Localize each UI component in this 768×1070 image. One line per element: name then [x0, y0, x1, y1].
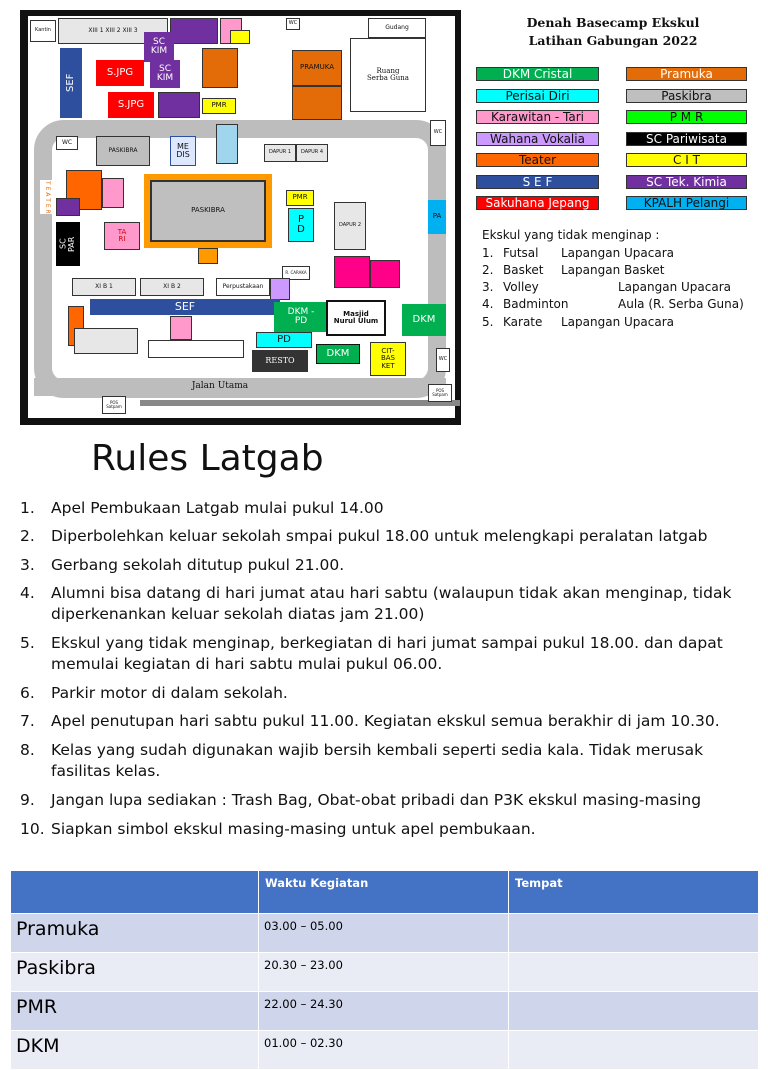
not-staying-name: Karate — [503, 315, 543, 329]
map-wc-right: WC — [430, 120, 446, 146]
not-staying-num: 4. — [482, 297, 494, 311]
map-dkm-bottom: DKM — [316, 344, 360, 364]
legend-item: SC Tek. Kimia — [626, 175, 747, 189]
map-paskibra-room: PASKIBRA — [96, 136, 150, 166]
table-header-cell: Tempat — [509, 871, 759, 914]
rules-heading: Rules Latgab — [91, 438, 324, 479]
not-staying-name: Futsal — [503, 246, 539, 260]
map-title-line1: Denah Basecamp Ekskul — [526, 15, 700, 30]
table-cell-ekskul: DKM — [11, 1031, 259, 1070]
rule-number: 7. — [20, 712, 35, 730]
table-cell-place — [509, 1031, 759, 1070]
table-cell-place — [509, 992, 759, 1031]
map-dkm-pd: DKM - PD — [274, 302, 328, 332]
table-cell-place — [509, 914, 759, 953]
rule-number: 10. — [20, 820, 45, 838]
not-staying-name: Basket — [503, 263, 544, 277]
table-cell-ekskul: Pramuka — [11, 914, 259, 953]
map-dapur2: DAPUR 2 — [334, 202, 366, 250]
map-dkm-right: DKM — [402, 304, 446, 336]
rule-number: 3. — [20, 556, 35, 574]
rule-number: 6. — [20, 684, 35, 702]
map-sjpg-2: S.JPG — [108, 92, 154, 118]
map-field: PASKIBRA — [150, 180, 266, 242]
map-ta-ri: TA RI — [104, 222, 140, 250]
map-masjid: Masjid Nurul Ulum — [326, 300, 386, 336]
map-sc-kim-2: SC KIM — [150, 60, 180, 88]
map-pramuka: PRAMUKA — [292, 50, 342, 86]
table-header-row — [11, 871, 759, 914]
legend-item: Karawitan - Tari — [476, 110, 599, 124]
basecamp-map — [20, 10, 461, 425]
map-sef-vertical: SEF — [60, 48, 82, 118]
rule-text: Parkir motor di dalam sekolah. — [51, 684, 288, 702]
map-xi-b1: XI B 1 — [72, 278, 136, 296]
not-staying-place: Lapangan Upacara — [561, 246, 674, 260]
rule-text: Ekskul yang tidak menginap, berkegiatan di hari jumat sampai pukul 18.00. dan dapat memulai kegiatan di hari sabtu mulai pukul 06.00. — [51, 634, 723, 673]
rule-text: Alumni bisa datang di hari jumat atau hari sabtu (walaupun tidak akan menginap, tidak diperkenankan keluar sekolah diatas jam 21.00) — [51, 584, 732, 623]
map-pa: PA — [428, 200, 446, 234]
map-teater-vertical: T E A T E R — [40, 180, 54, 214]
map-title-line2: Latihan Gabungan 2022 — [528, 33, 698, 48]
map-pink-vertical — [102, 178, 124, 208]
map-dapur1: DAPUR 1 — [264, 144, 296, 162]
legend-item: S E F — [476, 175, 599, 189]
map-wc-bottom: WC — [436, 348, 450, 372]
legend-item: DKM Cristal — [476, 67, 599, 81]
not-staying-title: Ekskul yang tidak menginap : — [482, 228, 660, 242]
map-sc-par: SC PAR — [56, 222, 80, 266]
legend-item: Paskibra — [626, 89, 747, 103]
not-staying-name: Badminton — [503, 297, 569, 311]
not-staying-place: Lapangan Basket — [561, 263, 665, 277]
map-rooms-bottom — [74, 328, 138, 354]
not-staying-num: 2. — [482, 263, 494, 277]
map-pmr-mid: PMR — [286, 190, 314, 206]
schedule-table — [10, 870, 759, 1070]
table-cell-time: 03.00 – 05.00 — [259, 914, 509, 953]
not-staying-num: 3. — [482, 280, 494, 294]
map-xiii-rooms: XIII 1 XIII 2 XIII 3 — [58, 18, 168, 44]
map-title — [478, 14, 748, 50]
rule-text: Kelas yang sudah digunakan wajib bersih kembali seperti sedia kala. Tidak merusak fasilitas kelas. — [51, 741, 704, 780]
rule-text: Apel Pembukaan Latgab mulai pukul 14.00 — [51, 499, 384, 517]
legend-item: Perisai Diri — [476, 89, 599, 103]
map-medis: ME DIS — [170, 136, 196, 166]
table-cell-place — [509, 953, 759, 992]
rule-text: Siapkan simbol ekskul masing-masing untuk apel pembukaan. — [51, 820, 536, 838]
map-pd-bottom: PD — [256, 332, 312, 348]
rule-text: Jangan lupa sediakan : Trash Bag, Obat-obat pribadi dan P3K ekskul masing-masing — [51, 791, 702, 809]
map-sef-bar: SEF — [90, 299, 280, 315]
rule-text: Apel penutupan hari sabtu pukul 11.00. Kegiatan ekskul semua berakhir di jam 10.30. — [51, 712, 720, 730]
map-yellow-room — [230, 30, 250, 44]
legend-item: Pramuka — [626, 67, 747, 81]
legend-item: KPALH Pelangi — [626, 196, 747, 210]
legend-item: Wahana Vokalia — [476, 132, 599, 146]
map-pd: P D — [288, 208, 314, 242]
table-cell-ekskul: Paskibra — [11, 953, 259, 992]
map-resto: RESTO — [252, 350, 308, 372]
map-ruang-serba-guna: Ruang Serba Guna — [350, 38, 426, 112]
not-staying-name: Volley — [503, 280, 539, 294]
map-dapur4: DAPUR 4 — [296, 144, 328, 162]
rule-number: 5. — [20, 634, 35, 652]
rule-number: 2. — [20, 527, 35, 545]
map-perpustakaan: Perpustakaan — [216, 278, 270, 296]
table-cell-time: 22.00 – 24.30 — [259, 992, 509, 1031]
rule-number: 4. — [20, 584, 35, 602]
rule-number: 1. — [20, 499, 35, 517]
legend-item: P M R — [626, 110, 747, 124]
rule-number: 8. — [20, 741, 35, 759]
table-header-cell — [11, 871, 259, 914]
legend-item: SC Pariwisata — [626, 132, 747, 146]
table-cell-time: 20.30 – 23.00 — [259, 953, 509, 992]
map-wc-left: WC — [56, 136, 78, 150]
map-pool — [216, 124, 238, 164]
map-gazebo — [198, 248, 218, 264]
not-staying-num: 5. — [482, 315, 494, 329]
not-staying-place: Aula (R. Serba Guna) — [618, 297, 744, 311]
map-wahana-small — [270, 278, 290, 300]
legend-item: Sakuhana Jepang — [476, 196, 599, 210]
table-row — [11, 953, 759, 992]
table-row — [11, 1031, 759, 1070]
outer-wall — [140, 400, 460, 406]
map-pink-rooms — [334, 256, 370, 288]
table-row — [11, 992, 759, 1031]
rule-text: Gerbang sekolah ditutup pukul 21.00. — [51, 556, 345, 574]
table-cell-ekskul: PMR — [11, 992, 259, 1031]
map-rooms-bottom-2 — [148, 340, 244, 358]
map-sjpg-1: S.JPG — [96, 60, 144, 86]
map-pramuka-3 — [202, 48, 238, 88]
map-kim-purple — [170, 18, 218, 44]
map-ta-ri-2 — [170, 316, 192, 340]
table-header-cell: Waktu Kegiatan — [259, 871, 509, 914]
map-xi-b2: XI B 2 — [140, 278, 204, 296]
map-pos-satpam: POS Satpam — [102, 396, 126, 414]
not-staying-place: Lapangan Upacara — [618, 280, 731, 294]
map-pramuka-2 — [292, 86, 342, 120]
map-kantin: Kantin — [30, 20, 56, 42]
legend-item: Teater — [476, 153, 599, 167]
map-pos-satpam-2: POS Satpam — [428, 384, 452, 402]
map-jalan-utama: Jalan Utama — [191, 381, 249, 392]
table-cell-time: 01.00 – 02.30 — [259, 1031, 509, 1070]
map-b-caraka: R. CARAKA — [282, 266, 310, 280]
map-sc-kim-1: SC KIM — [144, 32, 174, 62]
legend-item: C I T — [626, 153, 747, 167]
map-wc-top: WC — [286, 18, 300, 30]
rule-number: 9. — [20, 791, 35, 809]
map-cit-basket: CIT- BAS KET — [370, 342, 406, 376]
map-gudang: Gudang — [368, 18, 426, 38]
table-row — [11, 914, 759, 953]
map-wahana-room — [158, 92, 200, 118]
map-pink-rooms-2 — [370, 260, 400, 288]
map-wahana-room-2 — [56, 198, 80, 216]
rule-text: Diperbolehkan keluar sekolah smpai pukul 18.00 untuk melengkapi peralatan latgab — [51, 527, 708, 545]
map-pmr-top: PMR — [202, 98, 236, 114]
not-staying-place: Lapangan Upacara — [561, 315, 674, 329]
not-staying-num: 1. — [482, 246, 494, 260]
